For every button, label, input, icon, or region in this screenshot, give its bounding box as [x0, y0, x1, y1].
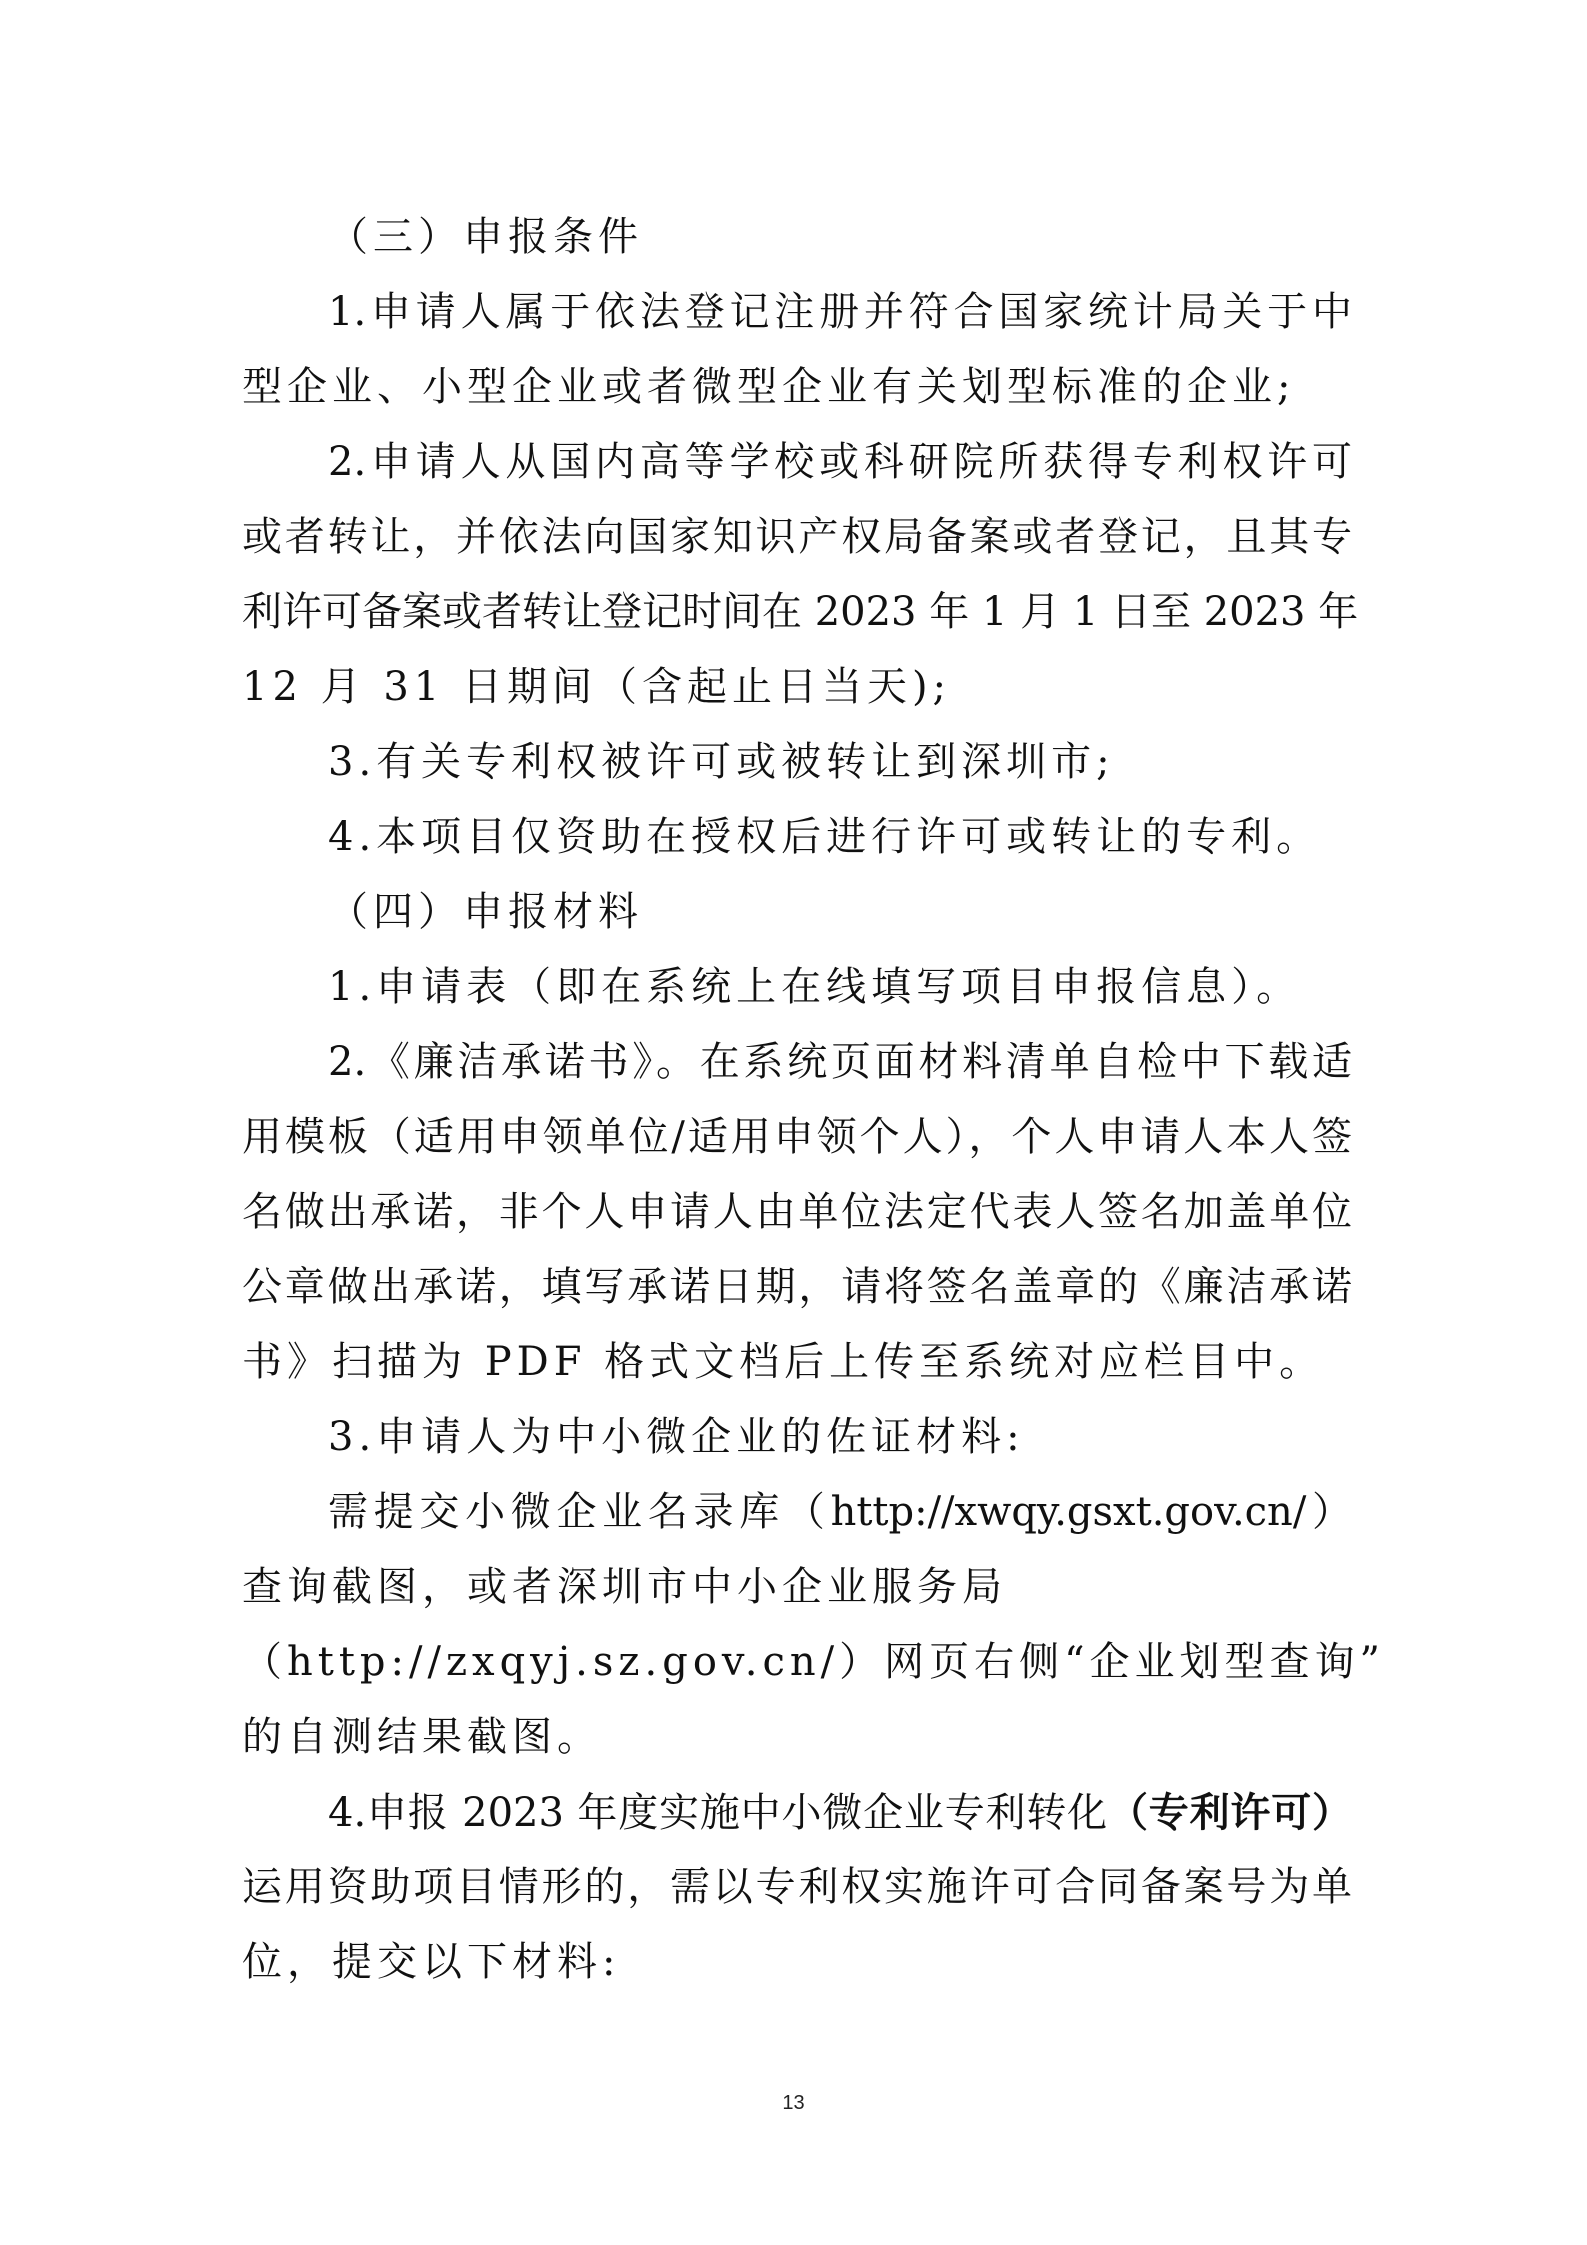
- section-4-item-3-line-2: 需提交小微企业名录库（http://xwqy.gsxt.gov.cn/）: [328, 1489, 1352, 1535]
- section-4-item-3-line-5: 的自测结果截图。: [242, 1714, 602, 1760]
- section-4-item-4-text: 4.申报 2023 年度实施中小微企业专利转化: [328, 1790, 1108, 1836]
- section-4-item-4-line-2: 运用资助项目情形的，需以专利权实施许可合同备案号为单: [242, 1864, 1352, 1910]
- section-4-item-2-line-2: 用模板（适用申领单位/适用申领个人），个人申请人本人签: [242, 1114, 1352, 1160]
- section-4-item-4-line-1: [242, 1775, 1352, 1850]
- section-3-item-2-line-4: 12 月 31 日期间（含起止日当天);: [242, 664, 952, 710]
- section-3-item-2-line-2: 或者转让，并依法向国家知识产权局备案或者登记，且其专: [242, 514, 1352, 560]
- page-number: 13: [782, 2092, 805, 2114]
- section-3-item-3: 3.有关专利权被许可或被转让到深圳市;: [328, 739, 1115, 785]
- section-3-item-4: 4.本项目仅资助在授权后进行许可或转让的专利。: [328, 814, 1322, 860]
- section-4-item-3-line-1: 3.申请人为中小微企业的佐证材料:: [328, 1414, 1025, 1460]
- section-4-item-2-line-5: 书》扫描为 PDF 格式文档后上传至系统对应栏目中。: [242, 1339, 1325, 1385]
- section-4-item-4-bold-text: （专利许可）: [1107, 1789, 1353, 1836]
- section-4-item-4-line-3: 位，提交以下材料:: [242, 1939, 621, 1985]
- section-3-heading: （三）申报条件: [328, 214, 643, 260]
- section-3-item-2-line-1: 2.申请人从国内高等学校或科研院所获得专利权许可: [328, 439, 1352, 485]
- section-4-item-2-line-4: 公章做出承诺，填写承诺日期，请将签名盖章的《廉洁承诺: [242, 1264, 1352, 1310]
- document-body: [242, 200, 1386, 2000]
- section-3-item-1-line-1: 1.申请人属于依法登记注册并符合国家统计局关于中: [328, 289, 1352, 335]
- section-4-item-2-line-1: 2.《廉洁承诺书》。在系统页面材料清单自检中下载适: [328, 1039, 1352, 1085]
- section-3-item-1-line-2: 型企业、小型企业或者微型企业有关划型标准的企业;: [242, 364, 1296, 410]
- section-3-item-2-line-3: 利许可备案或者转让登记时间在 2023 年 1 月 1 日至 2023 年: [242, 589, 1359, 635]
- section-4-item-2-line-3: 名做出承诺，非个人申请人由单位法定代表人签名加盖单位: [242, 1189, 1352, 1235]
- section-4-item-3-line-4: （http://zxqyj.sz.gov.cn/）网页右侧“企业划型查询”: [242, 1639, 1386, 1685]
- section-4-item-1: 1.申请表（即在系统上在线填写项目申报信息）。: [328, 964, 1302, 1010]
- section-4-item-3-line-3: 查询截图，或者深圳市中小企业服务局: [242, 1564, 1007, 1610]
- section-4-heading: （四）申报材料: [328, 889, 643, 935]
